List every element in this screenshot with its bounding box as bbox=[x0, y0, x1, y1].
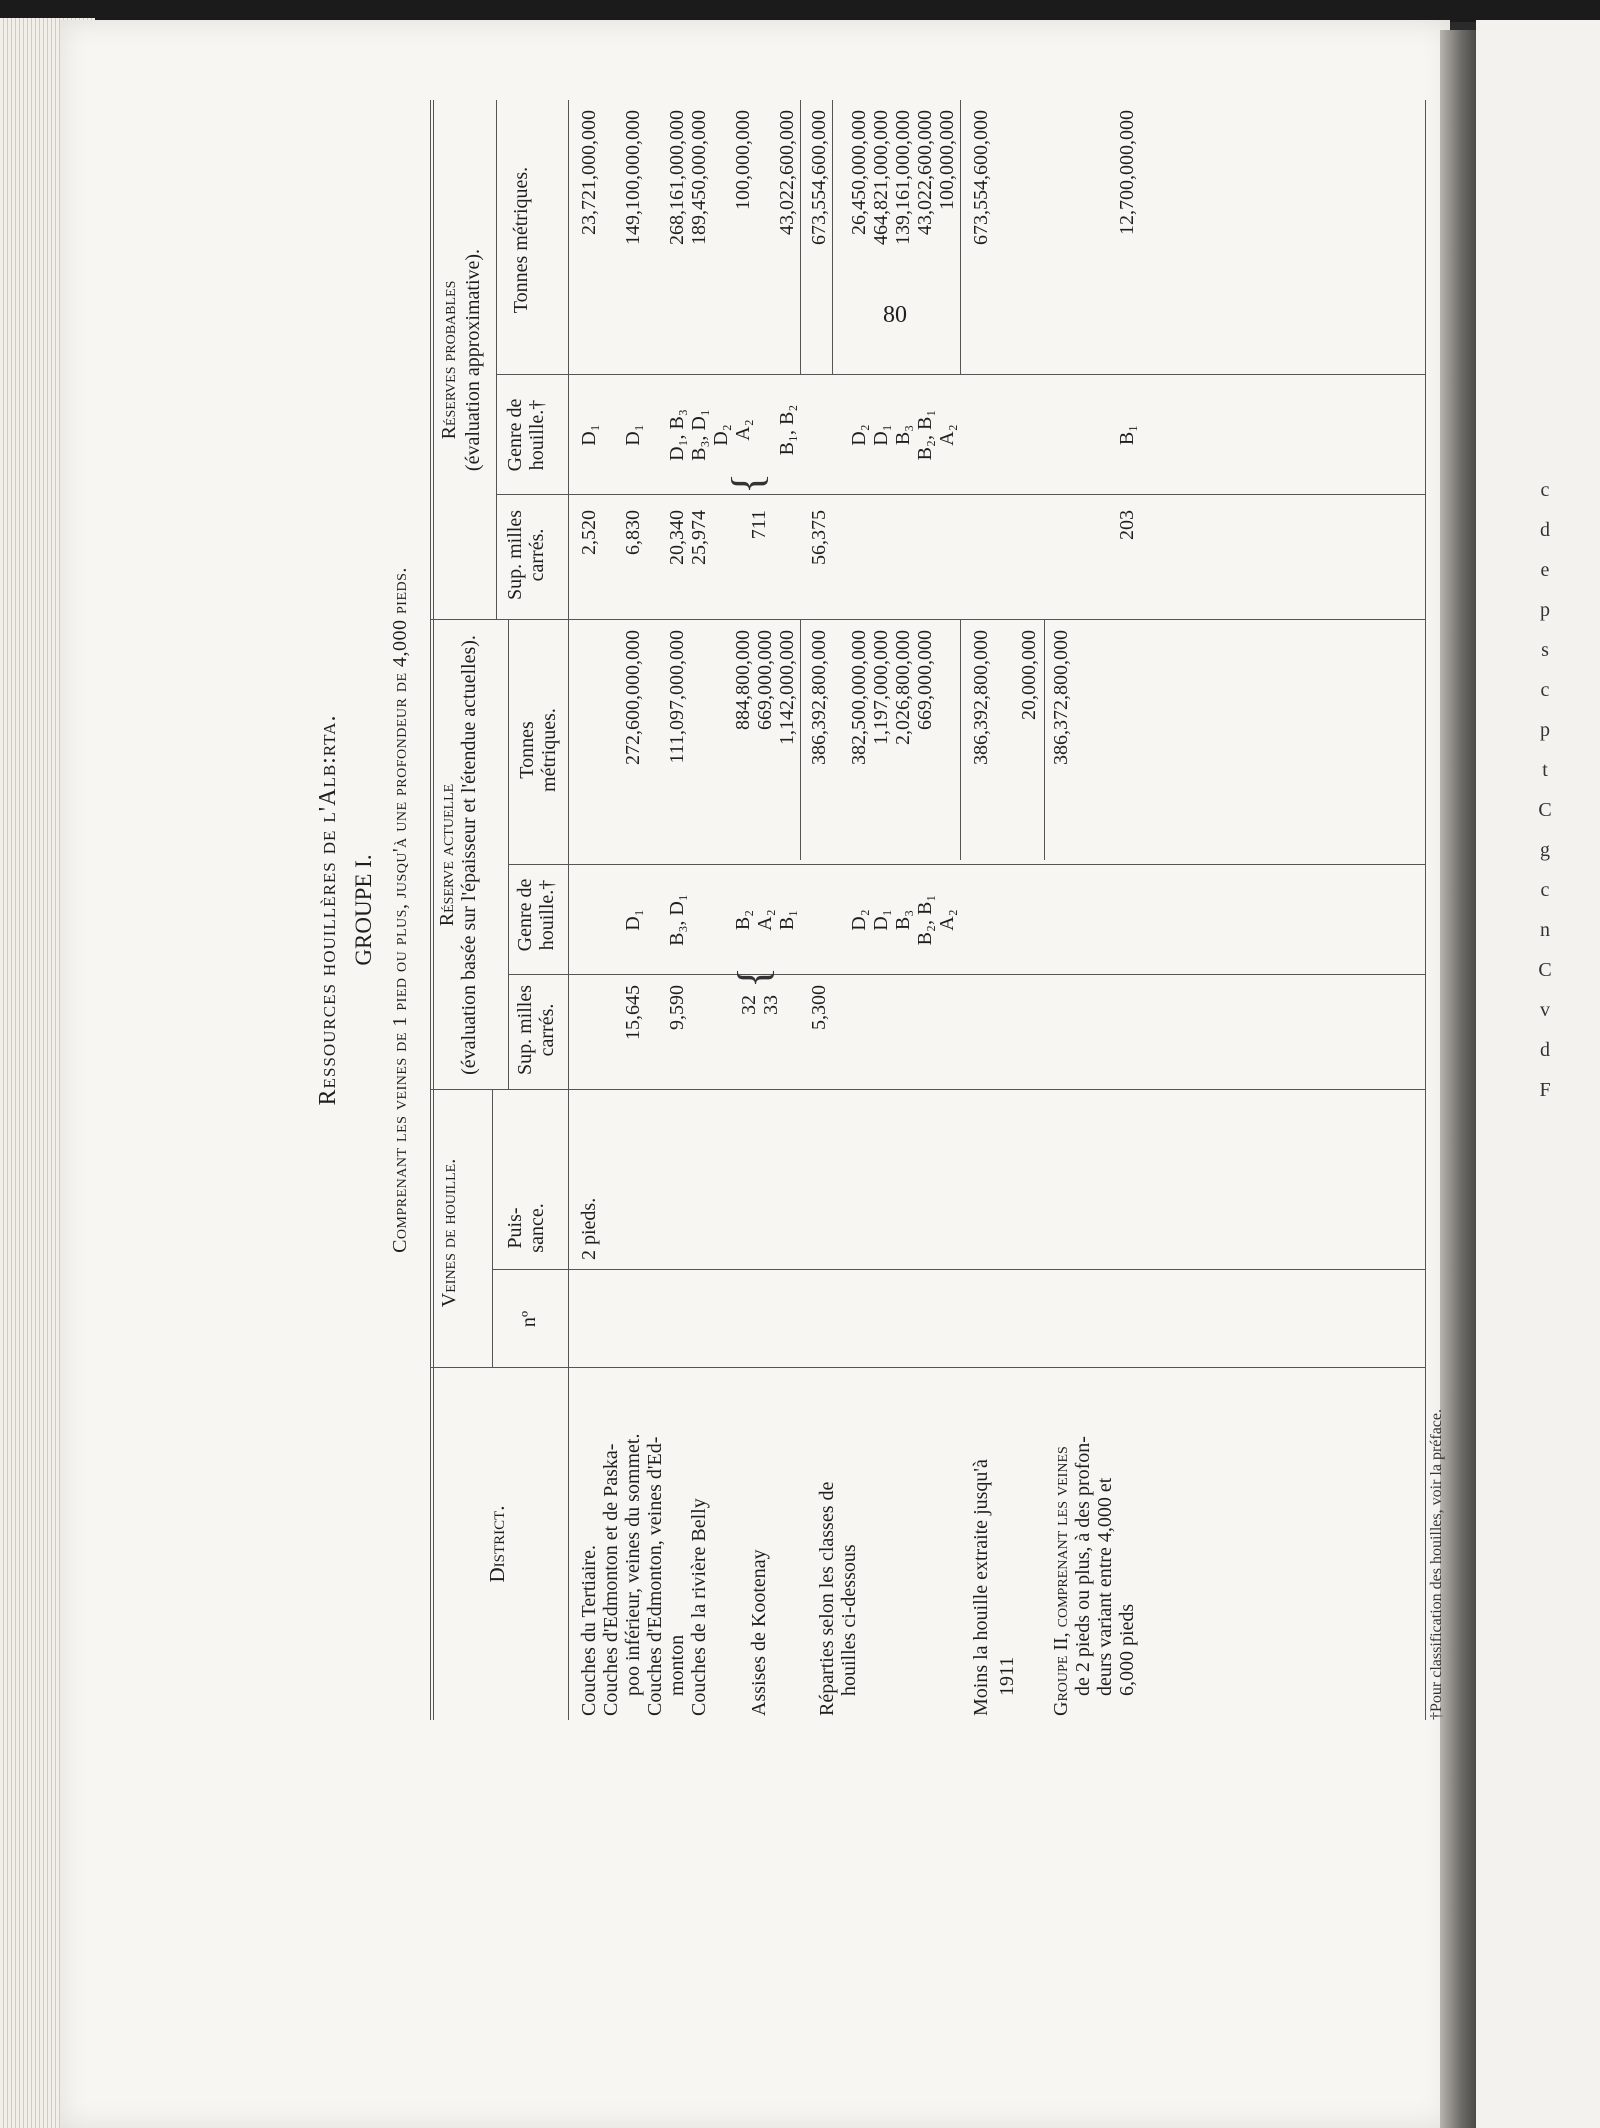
ra-genre-cell: B₂, B₁ bbox=[914, 894, 936, 946]
ra-genre-cell: D₂ bbox=[848, 909, 870, 931]
facing-page-letter: s bbox=[1541, 639, 1549, 661]
header-ra-genre: Genre de houille.† bbox=[514, 878, 558, 952]
header-bottom-rule bbox=[568, 100, 569, 1720]
pr-tonnes-cell: 268,161,000,000 bbox=[666, 110, 688, 245]
pr-tonnes-cell: 23,721,000,000 bbox=[578, 110, 600, 235]
ra-net-cell: 386,372,800,000 bbox=[1050, 630, 1072, 765]
ra-tonnes-cell: 669,000,000 bbox=[754, 630, 776, 730]
pr-genre-cell: D₁ bbox=[622, 424, 644, 446]
table-top-rule-2 bbox=[433, 100, 434, 1720]
header-district: District. bbox=[485, 1505, 509, 1583]
facing-page-letter: c bbox=[1540, 879, 1550, 901]
ra-tonnes-cell: 884,800,000 bbox=[732, 630, 754, 730]
header-pr-sup: Sup. milles carrés. bbox=[504, 510, 548, 601]
facing-page-letter: F bbox=[1539, 1079, 1551, 1101]
pr-tonnes-cell: 43,022,600,000 bbox=[914, 110, 936, 235]
facing-page-text bbox=[1535, 470, 1555, 1110]
facing-page-letter: g bbox=[1540, 839, 1550, 861]
col-rule bbox=[508, 864, 1425, 865]
district-cell-cont: de 2 pieds ou plus, à des profon- bbox=[1072, 1436, 1094, 1696]
ra-tonnes-cell: 111,097,000,000 bbox=[666, 630, 688, 764]
ra-sup-cell: 15,645 bbox=[622, 985, 644, 1040]
header-reserves-probables: Réserves probables bbox=[438, 280, 460, 440]
pr-tonnes-cell: 43,022,600,000 bbox=[776, 110, 798, 235]
facing-page-letter: v bbox=[1540, 999, 1550, 1021]
ra-total-cell: 386,392,800,000 bbox=[808, 630, 830, 765]
subtotal-rule bbox=[800, 620, 801, 860]
subtotal-rule bbox=[960, 100, 961, 375]
pr-tonnes-cell: 464,821,000,000 bbox=[870, 110, 892, 245]
pr-genre-cell: B₁, B₂ bbox=[776, 404, 798, 456]
district-cell: Réparties selon les classes de bbox=[816, 1481, 838, 1716]
pr-genre-cell: B₃, D₁ bbox=[688, 409, 710, 461]
col-rule bbox=[430, 1089, 1425, 1090]
district-cell: Couches d'Edmonton, veines d'Ed- bbox=[644, 1436, 666, 1716]
ra-genre-cell: A₂ bbox=[936, 909, 958, 931]
header-puissance: Puis-sance. bbox=[504, 1203, 548, 1253]
subtotal-rule bbox=[960, 620, 961, 860]
header-pr-genre: Genre de houille.† bbox=[504, 398, 548, 472]
reserves-probables-sub-rule bbox=[496, 100, 497, 620]
ra-tonnes-cell: 2,026,800,000 bbox=[892, 630, 914, 745]
subtotal-rule bbox=[1044, 620, 1045, 860]
ra-sup-cell: 32 bbox=[738, 995, 760, 1015]
pr-genre-cell: D₁ bbox=[870, 424, 892, 446]
pr-genre-cell: B₃ bbox=[892, 424, 914, 446]
header-veines: Veines de houille. bbox=[438, 1158, 460, 1308]
pr-genre-cell: A₂ bbox=[936, 424, 958, 446]
pr-genre-cell: A₂ bbox=[732, 419, 754, 441]
facing-page-letter: e bbox=[1540, 559, 1550, 581]
table-bottom-rule bbox=[1425, 100, 1426, 1720]
district-cell: Groupe II, comprenant les veines bbox=[1050, 1446, 1072, 1716]
header-reserves-probables-sub: (évaluation approximative). bbox=[462, 248, 484, 472]
table-top-rule bbox=[430, 100, 431, 1720]
ra-tonnes-cell: 272,600,000,000 bbox=[622, 630, 644, 765]
ra-genre-cell: A₂ bbox=[754, 909, 776, 931]
ra-tonnes-cell: 1,197,000,000 bbox=[870, 630, 892, 745]
col-rule bbox=[508, 974, 1425, 975]
pr-sup-cell: 711 bbox=[748, 510, 770, 540]
scan-top-shadow bbox=[0, 0, 1600, 22]
facing-page-letter: c bbox=[1540, 679, 1550, 701]
district-cell-cont: deurs variant entre 4,000 et bbox=[1094, 1477, 1116, 1696]
col-rule bbox=[430, 619, 1425, 620]
district-cell-cont: 1911 bbox=[996, 1656, 1018, 1696]
district-cell: Assises de Kootenay bbox=[748, 1549, 770, 1716]
pr-tonnes-cell: 149,100,000,000 bbox=[622, 110, 644, 245]
facing-page-letter: t bbox=[1542, 759, 1548, 781]
header-no: nº bbox=[518, 1310, 540, 1328]
pr-sup-cell: 20,340 bbox=[666, 510, 688, 565]
header-pr-tonnes: Tonnes métriques. bbox=[510, 166, 532, 314]
ra-sup-cell: 33 bbox=[760, 995, 782, 1015]
ra-genre-cell: D₁ bbox=[622, 909, 644, 931]
ra-sup-cell: 5,300 bbox=[808, 985, 830, 1030]
ra-genre-cell: D₁ bbox=[870, 909, 892, 931]
facing-page-letter: n bbox=[1540, 919, 1550, 941]
header-reserve-actuelle: Réserve actuelle bbox=[436, 783, 458, 927]
header-reserve-actuelle-sub: (évaluation basée sur l'épaisseur et l'étendue actuelles). bbox=[458, 635, 480, 1075]
pr-genre-cell: B₂, B₁ bbox=[914, 409, 936, 461]
header-ra-sup: Sup. milles carrés. bbox=[514, 985, 558, 1076]
col-rule bbox=[492, 1269, 1425, 1270]
rotated-table-page bbox=[315, 100, 1445, 1720]
pr-genre-cell: D₁ bbox=[578, 424, 600, 446]
pr-sup-cell: 6,830 bbox=[622, 510, 644, 555]
table-group-title: GROUPE I. bbox=[351, 854, 376, 966]
ra-genre-cell: B₃, D₁ bbox=[666, 894, 688, 946]
pr-tonnes-cell: 12,700,000,000 bbox=[1116, 110, 1138, 235]
district-cell: Couches de la rivière Belly bbox=[688, 1498, 710, 1716]
district-cell-cont: houilles ci-dessous bbox=[838, 1544, 860, 1696]
puissance-cell: 2 pieds. bbox=[578, 1197, 600, 1260]
coal-resources-table bbox=[430, 100, 1445, 1720]
ra-total-cell: 386,392,800,000 bbox=[970, 630, 992, 765]
facing-page-letter: d bbox=[1540, 1039, 1550, 1061]
facing-page-letter: d bbox=[1540, 519, 1550, 541]
brace-icon: { bbox=[729, 966, 778, 988]
district-cell-cont: poo inférieur, veines du sommet. bbox=[622, 1433, 644, 1696]
pr-genre-cell: D₂ bbox=[710, 424, 732, 446]
book-gutter bbox=[1440, 30, 1476, 2128]
brace-icon: { bbox=[723, 472, 772, 494]
header-ra-tonnes: Tonnes métriques. bbox=[516, 708, 560, 792]
facing-page-letter: p bbox=[1540, 719, 1550, 741]
ra-genre-cell: B₂ bbox=[732, 909, 754, 931]
pr-tonnes-cell: 26,450,000,000 bbox=[848, 110, 870, 235]
district-cell: Couches du Tertiaire. bbox=[578, 1545, 600, 1716]
pr-tonnes-cell: 189,450,000,000 bbox=[688, 110, 710, 245]
subtotal-rule bbox=[832, 100, 833, 375]
ra-tonnes-cell: 669,000,000 bbox=[914, 630, 936, 730]
pr-tonnes-cell: 100,000,000 bbox=[936, 110, 958, 210]
facing-page-letter: c bbox=[1540, 479, 1550, 501]
page-number: 80 bbox=[883, 302, 907, 328]
table-title: Ressources houillères de l'Alb:rta. bbox=[315, 714, 341, 1106]
pr-total-cell: 673,554,600,000 bbox=[970, 110, 992, 245]
district-cell-cont: 6,000 pieds bbox=[1116, 1603, 1138, 1696]
pr-genre-cell: B₁ bbox=[1116, 424, 1138, 446]
pr-genre-cell: D₁, B₃ bbox=[666, 409, 688, 461]
pr-genre-cell: D₂ bbox=[848, 424, 870, 446]
district-cell: Moins la houille extraite jusqu'à bbox=[970, 1459, 992, 1716]
district-cell: Couches d'Edmonton et de Paska- bbox=[600, 1443, 622, 1716]
ra-tonnes-cell: 1,142,000,000 bbox=[776, 630, 798, 745]
pr-tonnes-cell: 139,161,000,000 bbox=[892, 110, 914, 245]
pr-sup-cell: 56,375 bbox=[808, 510, 830, 565]
facing-page-letter: C bbox=[1538, 959, 1552, 981]
pr-tonnes-cell: 100,000,000 bbox=[732, 110, 754, 210]
district-cell-cont: monton bbox=[666, 1634, 688, 1696]
pr-sup-cell: 2,520 bbox=[578, 510, 600, 555]
facing-page-letter: p bbox=[1540, 599, 1550, 621]
col-rule bbox=[430, 1367, 1425, 1368]
pr-sup-cell: 25,974 bbox=[688, 510, 710, 565]
ra-genre-cell: B₃ bbox=[892, 909, 914, 931]
subtotal-rule bbox=[800, 100, 801, 375]
ra-minus-cell: 20,000,000 bbox=[1018, 630, 1040, 720]
ra-sup-cell: 9,590 bbox=[666, 985, 688, 1030]
facing-page-letter: C bbox=[1538, 799, 1552, 821]
veines-sub-rule bbox=[492, 1090, 493, 1368]
ra-tonnes-cell: 382,500,000,000 bbox=[848, 630, 870, 765]
table-subtitle: Comprenant les veines de 1 pied ou plus, jusqu'à une profondeur de 4,000 pieds. bbox=[389, 567, 411, 1253]
footnote: †Pour classification des houilles, voir la préface. bbox=[1428, 1408, 1445, 1720]
pr-total-cell: 673,554,600,000 bbox=[808, 110, 830, 245]
ra-genre-cell: B₁ bbox=[776, 909, 798, 931]
reserve-actuelle-sub-rule bbox=[508, 620, 509, 1090]
pr-sup-cell: 203 bbox=[1116, 510, 1138, 540]
